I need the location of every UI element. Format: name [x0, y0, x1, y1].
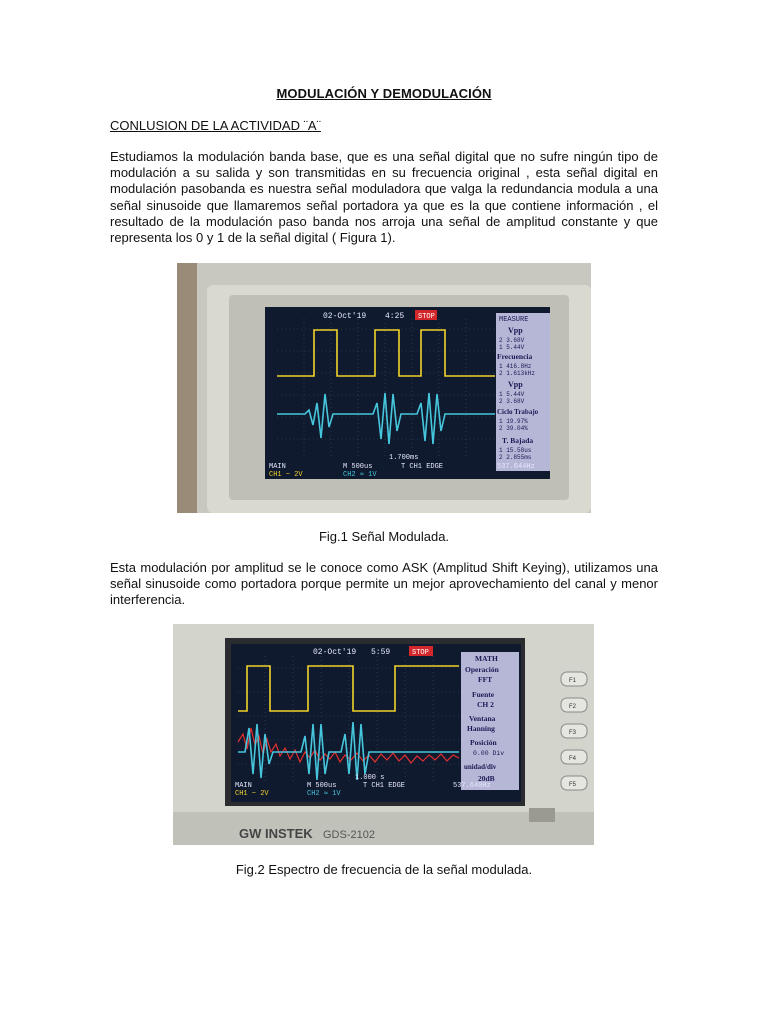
fig2-menu-2: Fuente: [472, 690, 495, 699]
fig1-header-date: 02-Oct'19: [323, 312, 367, 321]
fig2-footer-trigger: T CH1 EDGE: [363, 782, 406, 790]
fig1-menu-3-v1: 1 5.44V: [499, 391, 525, 398]
fig2-footer-ch1: CH1 ~ 2V: [235, 790, 269, 798]
fig2-footer-timebase: M 500us: [307, 782, 337, 790]
fig2-menu-5-v1: 20dB: [478, 774, 495, 783]
fig1-menu-3: Vpp: [508, 380, 523, 389]
fig1-menu-5: T. Bajada: [502, 436, 534, 445]
fig1-footer-trigger: T CH1 EDGE: [401, 463, 444, 471]
figure-1-caption: Fig.1 Señal Modulada.: [318, 529, 450, 544]
fig2-menu-1-v1: FFT: [478, 675, 493, 684]
fig1-menu-2-v2: 2 1.613kHz: [499, 370, 536, 377]
paragraph-intro: Estudiamos la modulación banda base, que es una señal digital que no sufre ningún tipo de modulación a su salida y son transmitidas en su frecuencia original , esta señal digital en modulación pasobanda es nuestra señal moduladora que valga la redundancia modula a una señal sinusoide que llamaremos señal portadora ya que es la que contiene información , el resultado de la modulación paso banda nos arroja una señal de amplitud constante y que representa los 0 y 1 de la señal digital ( Figura 1).: [110, 149, 658, 246]
fig2-header-date: 02-Oct'19: [313, 648, 357, 657]
fig2-header-state: STOP: [412, 649, 429, 657]
brand-logo: GW INSTEK: [239, 826, 313, 841]
soft-key-f2-label: F2: [569, 704, 577, 710]
fig2-menu-4: Posición: [470, 738, 497, 747]
section-subtitle: CONLUSION DE LA ACTIVIDAD ¨A¨: [110, 118, 321, 133]
fig2-footer-freq: 537.640Hz: [453, 782, 491, 790]
fig1-footer-freq: 537.644Hz: [497, 463, 535, 471]
figure-2-caption: Fig.2 Espectro de frecuencia de la señal modulada.: [235, 862, 533, 877]
fig1-footer-ch2: CH2 ≃ 1V: [343, 471, 377, 479]
fig1-menu-1-v2: 1 5.44V: [499, 344, 525, 351]
paragraph-ask: Esta modulación por amplitud se le conoce como ASK (Amplitud Shift Keying), utilizamos una señal sinusoide como portadora porque permite un mejor aprovechamiento del canal y menor interferencia.: [110, 560, 658, 608]
fig1-menu-2: Frecuencia: [497, 352, 533, 361]
soft-key-f4-label: F4: [569, 756, 577, 762]
fig1-menu-4: Ciclo Trabajo: [497, 408, 539, 416]
figure-1-photo: [177, 263, 591, 513]
fig1-cursor-readout: 1.700ms: [389, 454, 419, 462]
fig2-footer-mode: MAIN: [235, 782, 252, 790]
fig2-cursor-readout: 1.000 s: [355, 774, 385, 782]
fig2-header-time: 5:59: [371, 648, 391, 657]
fig1-menu-5-v2: 2 2.855ms: [499, 454, 532, 461]
fig1-footer-ch1: CH1 ~ 2V: [269, 471, 303, 479]
fig1-menu-5-v1: 1 15.58us: [499, 447, 532, 454]
fig1-header-state: STOP: [418, 313, 435, 321]
fig1-menu-4-v2: 2 39.04%: [499, 425, 528, 432]
soft-key-f1-label: F1: [569, 678, 577, 684]
fig2-menu-3: Ventana: [469, 714, 496, 723]
soft-key-f5-label: F5: [569, 782, 577, 788]
model-name: GDS-2102: [323, 829, 375, 841]
fig2-menu-4-v1: 0.00 Div: [473, 750, 505, 757]
fig1-menu-1-v1: 2 3.68V: [499, 337, 525, 344]
fig2-menu-3-v1: Hanning: [467, 724, 495, 733]
fig1-header-time: 4:25: [385, 312, 405, 321]
fig1-footer-mode: MAIN: [269, 463, 286, 471]
soft-key-f3-label: F3: [569, 730, 577, 736]
fig2-menu-0: MATH: [475, 654, 498, 663]
fig2-menu-5: unidad/div: [464, 763, 497, 771]
fig1-footer-timebase: M 500us: [343, 463, 373, 471]
fig2-menu-1: Operación: [465, 665, 499, 674]
document-title: MODULACIÓN Y DEMODULACIÓN: [276, 86, 492, 101]
fig1-menu-4-v1: 1 19.97%: [499, 418, 528, 425]
fig2-menu-2-v1: CH 2: [477, 700, 494, 709]
fig2-footer-ch2: CH2 ≃ 1V: [307, 790, 341, 798]
fig1-menu-0: MEASURE: [499, 316, 529, 324]
fig1-menu-3-v2: 2 3.68V: [499, 398, 525, 405]
fig1-menu-1: Vpp: [508, 326, 523, 335]
figure-2-photo: [173, 624, 594, 845]
fig1-menu-2-v1: 1 416.8Hz: [499, 363, 532, 370]
